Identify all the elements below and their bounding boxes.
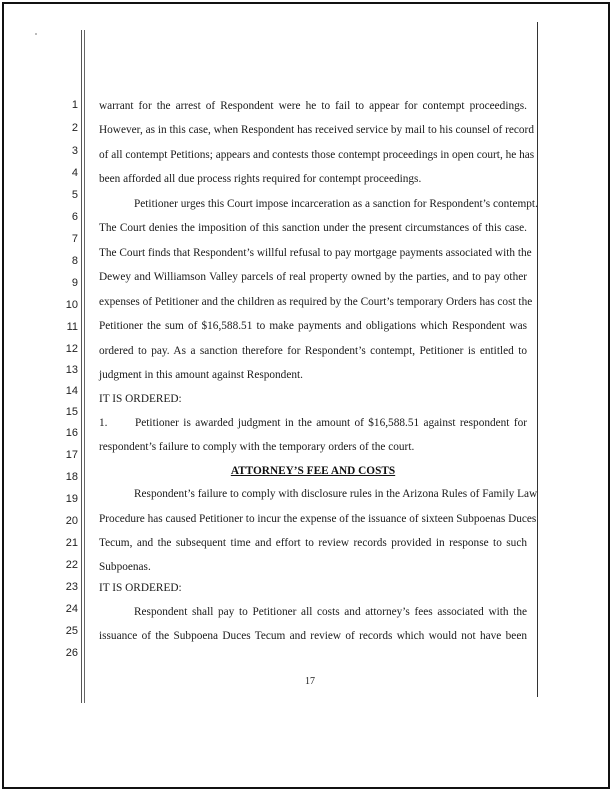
body-line: Procedure has caused Petitioner to incur the expense of the issuance of sixteen Subpoenas Duces (99, 513, 537, 525)
body-line: However, as in this case, when Respondent has received service by mail to his counsel of record (99, 124, 534, 136)
body-line: of all contempt Petitions; appears and contests those contempt proceedings in open court, he has (99, 149, 535, 161)
line-number: 13 (65, 364, 78, 376)
body-line: Petitioner urges this Court impose incarceration as a sanction for Respondent’s contempt. (134, 198, 538, 210)
page-number: 17 (305, 676, 315, 687)
body-line: Respondent shall pay to Petitioner all costs and attorney’s fees associated with the (134, 606, 527, 618)
body-line: Subpoenas. (99, 561, 151, 573)
body-line: The Court finds that Respondent’s willful refusal to pay mortgage payments associated with the (99, 247, 532, 259)
body-line: judgment in this amount against Respondent. (99, 369, 303, 381)
line-number: 3 (71, 145, 78, 157)
body-line: Tecum, and the subsequent time and effort to review records provided in response to such (99, 537, 527, 549)
line-number: 10 (65, 299, 78, 311)
body-line: expenses of Petitioner and the children as required by the Court’s temporary Orders has cost the (99, 296, 533, 308)
line-number: 5 (71, 189, 78, 201)
body-line: Respondent’s failure to comply with disclosure rules in the Arizona Rules of Family Law (134, 488, 538, 500)
order-label: IT IS ORDERED: (99, 582, 182, 594)
scan-speck (35, 33, 37, 35)
body-line: warrant for the arrest of Respondent were he to fail to appear for contempt proceedings. (99, 100, 527, 112)
line-number: 2 (71, 122, 78, 134)
line-number: 20 (65, 515, 78, 527)
line-number: 1 (71, 99, 78, 111)
order-label: IT IS ORDERED: (99, 393, 182, 405)
line-number: 12 (65, 343, 78, 355)
line-number: 8 (71, 255, 78, 267)
body-line: respondent’s failure to comply with the temporary orders of the court. (99, 441, 415, 453)
item-number: 1. (99, 417, 108, 429)
right-margin-rule (537, 22, 538, 697)
line-number: 18 (65, 471, 78, 483)
line-number: 15 (65, 406, 78, 418)
left-margin-rule (81, 30, 82, 703)
line-number: 24 (65, 603, 78, 615)
line-number: 19 (65, 493, 78, 505)
line-number: 21 (65, 537, 78, 549)
line-number: 14 (65, 385, 78, 397)
body-line: issuance of the Subpoena Duces Tecum and review of records which would not have been (99, 630, 527, 642)
body-line: The Court denies the imposition of this sanction under the present circumstances of this case. (99, 222, 527, 234)
line-number: 25 (65, 625, 78, 637)
line-number: 23 (65, 581, 78, 593)
line-number: 7 (71, 233, 78, 245)
body-line: Petitioner the sum of $16,588.51 to make payments and obligations which Respondent was (99, 320, 527, 332)
line-number: 26 (65, 647, 78, 659)
line-number: 6 (71, 211, 78, 223)
line-number: 17 (65, 449, 78, 461)
left-margin-rule-inner (84, 30, 85, 703)
body-line: Petitioner is awarded judgment in the amount of $16,588.51 against respondent for (135, 417, 527, 429)
line-number: 11 (66, 321, 78, 333)
line-number: 22 (65, 559, 78, 571)
body-line: been afforded all due process rights required for contempt proceedings. (99, 173, 422, 185)
body-line: Dewey and Williamson Valley parcels of real property owned by the parties, and to pay other (99, 271, 527, 283)
section-heading: ATTORNEY’S FEE AND COSTS (230, 465, 396, 477)
body-line: ordered to pay. As a sanction therefore for Respondent’s contempt, Petitioner is entitled to (99, 345, 527, 357)
line-number: 4 (71, 167, 78, 179)
order-item-1 (99, 416, 527, 430)
line-number: 9 (71, 277, 78, 289)
line-number: 16 (65, 427, 78, 439)
